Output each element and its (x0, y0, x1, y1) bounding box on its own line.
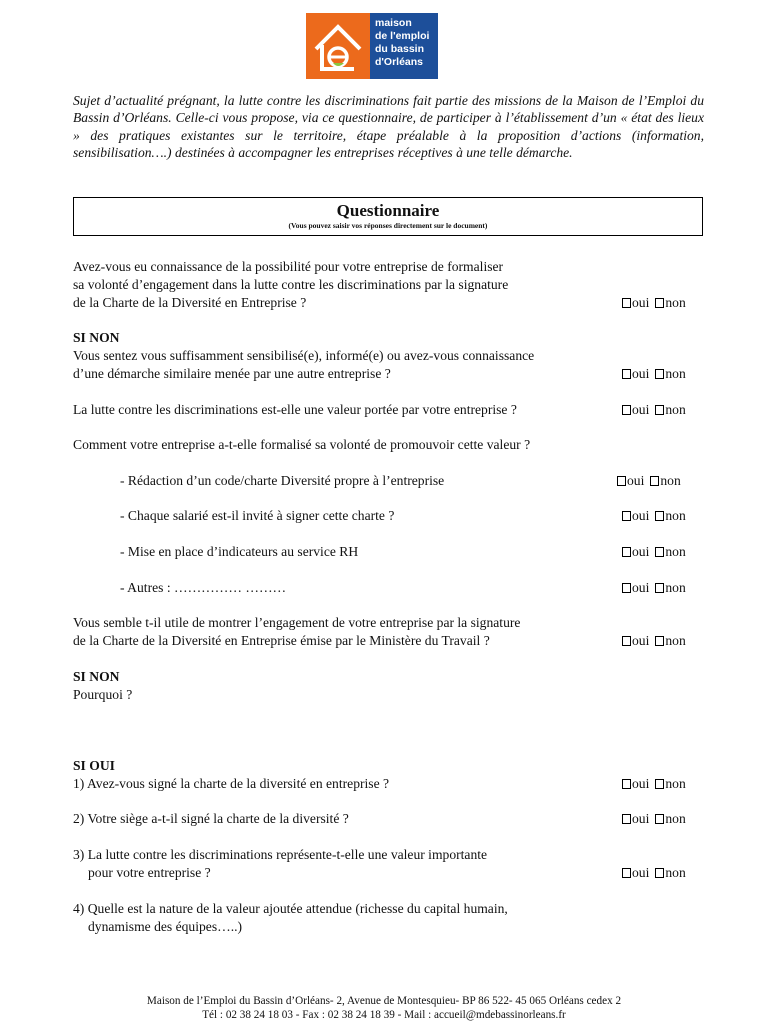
section-label: SI NON (73, 330, 120, 345)
list-item: - Rédaction d’un code/charte Diversité propre à l’entreprise (120, 473, 445, 488)
answer-options (622, 543, 686, 561)
logo-text (370, 13, 438, 79)
oui-label: oui (632, 811, 650, 826)
oui-label: oui (632, 633, 650, 648)
question-text: de la Charte de la Diversité en Entreprise émise par le Ministère du Travail ? (73, 633, 490, 648)
non-checkbox[interactable] (655, 583, 664, 593)
question-text: 4) Quelle est la nature de la valeur ajoutée attendue (richesse du capital humain, (73, 901, 508, 916)
answer-options (622, 775, 686, 793)
page-title: Questionnaire (336, 201, 440, 220)
page-subtitle: (Vous pouvez saisir vos réponses directement sur le document) (288, 221, 488, 230)
question-text: dynamisme des équipes…..) (88, 919, 243, 934)
question-text: 2) Votre siège a-t-il signé la charte de la diversité ? (73, 811, 349, 826)
question-text: Pourquoi ? (73, 687, 133, 702)
non-label: non (665, 402, 686, 417)
footer-address: Maison de l’Emploi du Bassin d’Orléans- 2, Avenue de Montesquieu- BP 86 522- 45 065 Orléans cedex 2 (146, 995, 622, 1007)
non-checkbox[interactable] (650, 476, 659, 486)
non-label: non (665, 811, 686, 826)
logo-line: du bassin (375, 43, 425, 55)
answer-options (622, 294, 686, 312)
oui-label: oui (632, 544, 650, 559)
non-label: non (660, 473, 681, 488)
footer (0, 994, 768, 1022)
answer-options (622, 579, 686, 597)
oui-checkbox[interactable] (622, 369, 631, 379)
question-text: Avez-vous eu connaissance de la possibilité pour votre entreprise de formaliser (73, 259, 504, 274)
non-checkbox[interactable] (655, 547, 664, 557)
questionnaire-header (73, 197, 703, 236)
footer-contact: Tél : 02 38 24 18 03 - Fax : 02 38 24 18 39 - Mail : accueil@mdebassinorleans.fr (202, 1009, 566, 1021)
oui-checkbox[interactable] (617, 476, 626, 486)
question-text: La lutte contre les discriminations est-elle une valeur portée par votre entreprise ? (73, 402, 517, 417)
non-label: non (665, 580, 686, 595)
question-text: de la Charte de la Diversité en Entreprise ? (73, 295, 307, 310)
non-label: non (665, 544, 686, 559)
non-checkbox[interactable] (655, 511, 664, 521)
question-text: d’une démarche similaire menée par une autre entreprise ? (73, 366, 391, 381)
oui-label: oui (632, 366, 650, 381)
list-item: - Chaque salarié est-il invité à signer cette charte ? (120, 508, 395, 523)
section-label: SI NON (73, 669, 120, 684)
logo-line: maison (375, 17, 412, 29)
answer-options (622, 632, 686, 650)
list-item: - Autres : …………… ……… (120, 580, 287, 595)
oui-checkbox[interactable] (622, 868, 631, 878)
question-text: 3) La lutte contre les discriminations représente-t-elle une valeur importante (73, 847, 488, 862)
answer-options (617, 472, 681, 490)
question-text: pour votre entreprise ? (88, 865, 211, 880)
question-text: 1) Avez-vous signé la charte de la diversité en entreprise ? (73, 776, 390, 791)
oui-checkbox[interactable] (622, 814, 631, 824)
non-checkbox[interactable] (655, 405, 664, 415)
non-label: non (665, 295, 686, 310)
non-label: non (665, 633, 686, 648)
oui-label: oui (632, 402, 650, 417)
oui-label: oui (632, 295, 650, 310)
non-label: non (665, 366, 686, 381)
question-text: sa volonté d’engagement dans la lutte contre les discriminations par la signature (73, 277, 509, 292)
oui-label: oui (627, 473, 645, 488)
question-text: Vous semble t-il utile de montrer l’engagement de votre entreprise par la signature (73, 615, 521, 630)
answer-options (622, 507, 686, 525)
oui-label: oui (632, 508, 650, 523)
question-text: Vous sentez vous suffisamment sensibilisé(e), informé(e) ou avez-vous connaissance (73, 348, 535, 363)
non-label: non (665, 776, 686, 791)
logo (306, 13, 438, 79)
oui-label: oui (632, 865, 650, 880)
non-checkbox[interactable] (655, 814, 664, 824)
non-checkbox[interactable] (655, 636, 664, 646)
non-label: non (665, 508, 686, 523)
logo-line: d'Orléans (375, 56, 424, 68)
answer-options (622, 365, 686, 383)
oui-checkbox[interactable] (622, 547, 631, 557)
logo-house-icon (306, 13, 370, 79)
oui-checkbox[interactable] (622, 636, 631, 646)
answer-options (622, 864, 686, 882)
list-item: - Mise en place d’indicateurs au service RH (120, 544, 359, 559)
non-label: non (665, 865, 686, 880)
intro-paragraph: Sujet d’actualité prégnant, la lutte contre les discriminations fait partie des missions de la Maison de l’Emploi du Bassin d’Orléans. Celle-ci vous propose, via ce questionnaire, de participer à l’établissement d’un « état des lieux » des pratiques existantes sur le territoire, étape préalable à la proposition d’actions (information, sensibilisation….) destinées à accompagner les entreprises réceptives à une telle démarche. (73, 93, 704, 161)
oui-checkbox[interactable] (622, 511, 631, 521)
non-checkbox[interactable] (655, 868, 664, 878)
question-text: Comment votre entreprise a-t-elle formalisé sa volonté de promouvoir cette valeur ? (73, 437, 531, 452)
oui-checkbox[interactable] (622, 298, 631, 308)
oui-checkbox[interactable] (622, 583, 631, 593)
answer-options (622, 810, 686, 828)
non-checkbox[interactable] (655, 779, 664, 789)
oui-label: oui (632, 580, 650, 595)
oui-label: oui (632, 776, 650, 791)
non-checkbox[interactable] (655, 298, 664, 308)
non-checkbox[interactable] (655, 369, 664, 379)
answer-options (622, 401, 686, 419)
oui-checkbox[interactable] (622, 779, 631, 789)
oui-checkbox[interactable] (622, 405, 631, 415)
logo-line: de l'emploi (375, 30, 430, 42)
section-label: SI OUI (73, 758, 115, 773)
